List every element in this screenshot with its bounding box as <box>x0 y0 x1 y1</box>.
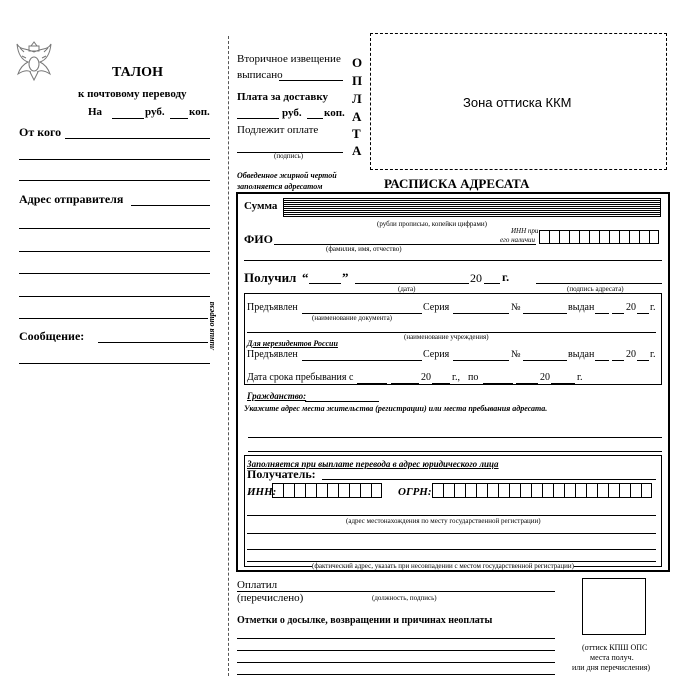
received-label: Получил <box>244 270 297 285</box>
cut-line <box>228 36 229 676</box>
marks-line-3[interactable] <box>237 662 555 663</box>
sum-caption: (рубли прописью, копейки цифрами) <box>377 220 487 228</box>
fio-line-2[interactable] <box>244 260 662 261</box>
addressee-sign-caption: (подпись адресата) <box>567 285 624 293</box>
legal-entity-note: Заполняется при выплате перевода в адрес юридического лица <box>247 459 499 469</box>
issued-day-line-2[interactable] <box>595 360 609 361</box>
received-month-line[interactable] <box>355 283 469 284</box>
inn-label: ИНН: <box>247 486 277 498</box>
issued-year-prefix-2: 20 <box>626 349 636 360</box>
stay-from-month-line[interactable] <box>391 383 419 384</box>
citizenship-line[interactable] <box>305 401 379 402</box>
issued-label-3: выдан <box>568 349 595 360</box>
delivery-kop-line[interactable] <box>307 118 323 119</box>
message-line-2[interactable] <box>19 363 210 364</box>
ogrn-cells[interactable] <box>432 483 652 498</box>
oplata-letter-6: А <box>352 143 362 158</box>
stamp-caption-3: или дня перечисления) <box>572 663 651 672</box>
stay-dates-label: Дата срока пребывания с <box>247 372 354 383</box>
delivery-rub: руб. <box>282 107 302 119</box>
stay-to-year-line[interactable] <box>551 383 575 384</box>
talon-kop-line[interactable] <box>170 118 188 119</box>
from-label: От кого <box>19 125 62 139</box>
oplata-letter-3: Л <box>352 91 362 106</box>
received-year-suffix: г. <box>502 270 510 284</box>
sum-label: Сумма <box>244 200 278 212</box>
delivery-kop: коп. <box>324 107 345 119</box>
stay-from-year-line[interactable] <box>432 383 450 384</box>
marks-line-2[interactable] <box>237 650 555 651</box>
received-year-prefix: 20 <box>470 271 482 285</box>
received-day-line[interactable] <box>309 283 341 284</box>
institution-caption: (наименование учреждения) <box>404 333 489 341</box>
marks-title: Отметки о досылке, возвращении и причинах неоплаты <box>237 615 493 626</box>
issued-year-line-2[interactable] <box>637 360 649 361</box>
fio-label: ФИО <box>244 232 273 246</box>
address-line-2[interactable] <box>248 451 662 452</box>
address-line-1[interactable] <box>248 437 662 438</box>
stay-to-year-prefix: 20 <box>540 372 550 383</box>
talon-amount-prefix: На <box>88 106 103 118</box>
actual-address-caption: (фактический адрес, указать при несовпадении с местом государственной регистрации) <box>312 562 574 570</box>
outline-note-line1: Обведенное жирной чертой <box>237 171 337 180</box>
talon-subtitle: к почтовому переводу <box>78 88 187 100</box>
inn-cells[interactable] <box>539 230 659 244</box>
talon-kop: коп. <box>189 106 210 118</box>
stamp-caption-1: (оттиск КПШ ОПС <box>582 643 648 652</box>
received-year-line[interactable] <box>484 283 500 284</box>
sender-address-line-3[interactable] <box>19 251 210 252</box>
oplata-letter-5: Т <box>352 126 361 141</box>
outline-note-line2: заполняется адресатом <box>237 182 323 191</box>
addressee-sign-line[interactable] <box>536 283 662 284</box>
message-label: Сообщение: <box>19 329 85 343</box>
legal-address-line[interactable] <box>247 515 656 516</box>
sender-address-line-2[interactable] <box>19 228 210 229</box>
number-line[interactable] <box>523 313 567 314</box>
ogrn-label: ОГРН: <box>398 486 432 498</box>
sender-address-line-4[interactable] <box>19 273 210 274</box>
actual-address-line[interactable] <box>247 549 656 550</box>
talon-title: ТАЛОН <box>112 65 163 80</box>
issued-year-line[interactable] <box>637 313 649 314</box>
sender-address-line-5[interactable] <box>19 296 210 297</box>
delivery-fee-label: Плата за доставку <box>237 91 329 103</box>
presented-label-2: Предъявлен <box>247 349 298 360</box>
oplata-letter-1: О <box>352 55 363 70</box>
sum-field[interactable] <box>283 198 661 217</box>
message-line[interactable] <box>98 342 210 343</box>
secondary-notice-label: Вторичное извещение <box>237 53 341 65</box>
issued-month-line-2[interactable] <box>612 360 624 361</box>
series-line-2[interactable] <box>453 360 509 361</box>
from-line[interactable] <box>65 138 210 139</box>
receipt-title: РАСПИСКА АДРЕСАТА <box>384 176 530 191</box>
oplata-letter-4: А <box>352 109 362 124</box>
series-label: Серия <box>423 302 450 313</box>
cut-line-label: линия отреза <box>207 301 216 350</box>
stay-to-label: по <box>468 372 479 383</box>
inn-note-2: его наличии <box>500 236 535 244</box>
sender-address-line[interactable] <box>131 205 210 206</box>
issued-g-2: г. <box>650 349 656 360</box>
doc-name-line-2[interactable] <box>302 360 422 361</box>
legal-inn-cells[interactable] <box>272 483 382 498</box>
delivery-rub-line[interactable] <box>237 118 279 119</box>
issued-label: выписано <box>237 69 283 81</box>
kkm-zone-label: Зона оттиска ККМ <box>463 95 572 110</box>
stay-to-month-line[interactable] <box>516 383 538 384</box>
sender-address-line-6[interactable] <box>19 318 210 319</box>
fio-caption: (фамилия, имя, отчество) <box>326 245 402 253</box>
from-line-3[interactable] <box>19 180 210 181</box>
paid-label: Оплатил <box>237 579 278 591</box>
received-quote-open: “ <box>302 270 309 285</box>
stay-to-g: г. <box>577 372 583 383</box>
notice-signature-caption: (подпись) <box>274 152 304 160</box>
number-sign: № <box>511 302 521 313</box>
series-label-2: Серия <box>423 349 450 360</box>
stay-g-comma: г., <box>452 372 460 383</box>
issued-year-prefix: 20 <box>626 302 636 313</box>
position-sign-caption: (должность, подпись) <box>372 594 437 602</box>
doc-name-caption: (наименование документа) <box>312 314 393 322</box>
presented-label: Предъявлен <box>247 302 298 313</box>
number-sign-2: № <box>511 349 521 360</box>
subject-to-pay-label: Подлежит оплате <box>237 124 319 136</box>
issued-g: г. <box>650 302 656 313</box>
citizenship-label: Гражданство: <box>247 391 307 401</box>
number-line-2[interactable] <box>523 360 567 361</box>
received-quote-close: ” <box>342 270 349 285</box>
recipient-label: Получатель: <box>247 467 316 481</box>
date-caption: (дата) <box>398 285 416 293</box>
stamp-box <box>582 578 646 635</box>
recipient-line[interactable] <box>322 479 656 480</box>
series-line[interactable] <box>453 313 509 314</box>
non-residents-label: Для нерезидентов России <box>247 339 338 348</box>
legal-address-line-2[interactable] <box>247 533 656 534</box>
stay-to-day-line[interactable] <box>483 383 513 384</box>
from-line-2[interactable] <box>19 159 210 160</box>
talon-rub: руб. <box>145 106 165 118</box>
inn-note-1: ИНН при <box>511 227 539 235</box>
marks-line-4[interactable] <box>237 674 555 675</box>
stay-from-year-prefix: 20 <box>421 372 431 383</box>
talon-rub-line[interactable] <box>112 118 144 119</box>
sender-address-label: Адрес отправителя <box>19 192 124 206</box>
transferred-label: (перечислено) <box>237 592 304 604</box>
issued-day-line[interactable] <box>595 313 609 314</box>
stay-from-day-line[interactable] <box>357 383 387 384</box>
issued-label-2: выдан <box>568 302 595 313</box>
fio-line[interactable] <box>274 244 536 245</box>
emblem-icon <box>14 38 54 84</box>
legal-address-caption: (адрес местонахождения по месту государственной регистрации) <box>346 517 541 525</box>
issued-line[interactable] <box>279 80 343 81</box>
oplata-letter-2: П <box>352 73 363 88</box>
address-instruction: Укажите адрес места жительства (регистрации) или места пребывания адресата. <box>244 404 548 413</box>
stamp-caption-2: места получ. <box>590 653 634 662</box>
marks-line-1[interactable] <box>237 638 555 639</box>
issued-month-line[interactable] <box>612 313 624 314</box>
